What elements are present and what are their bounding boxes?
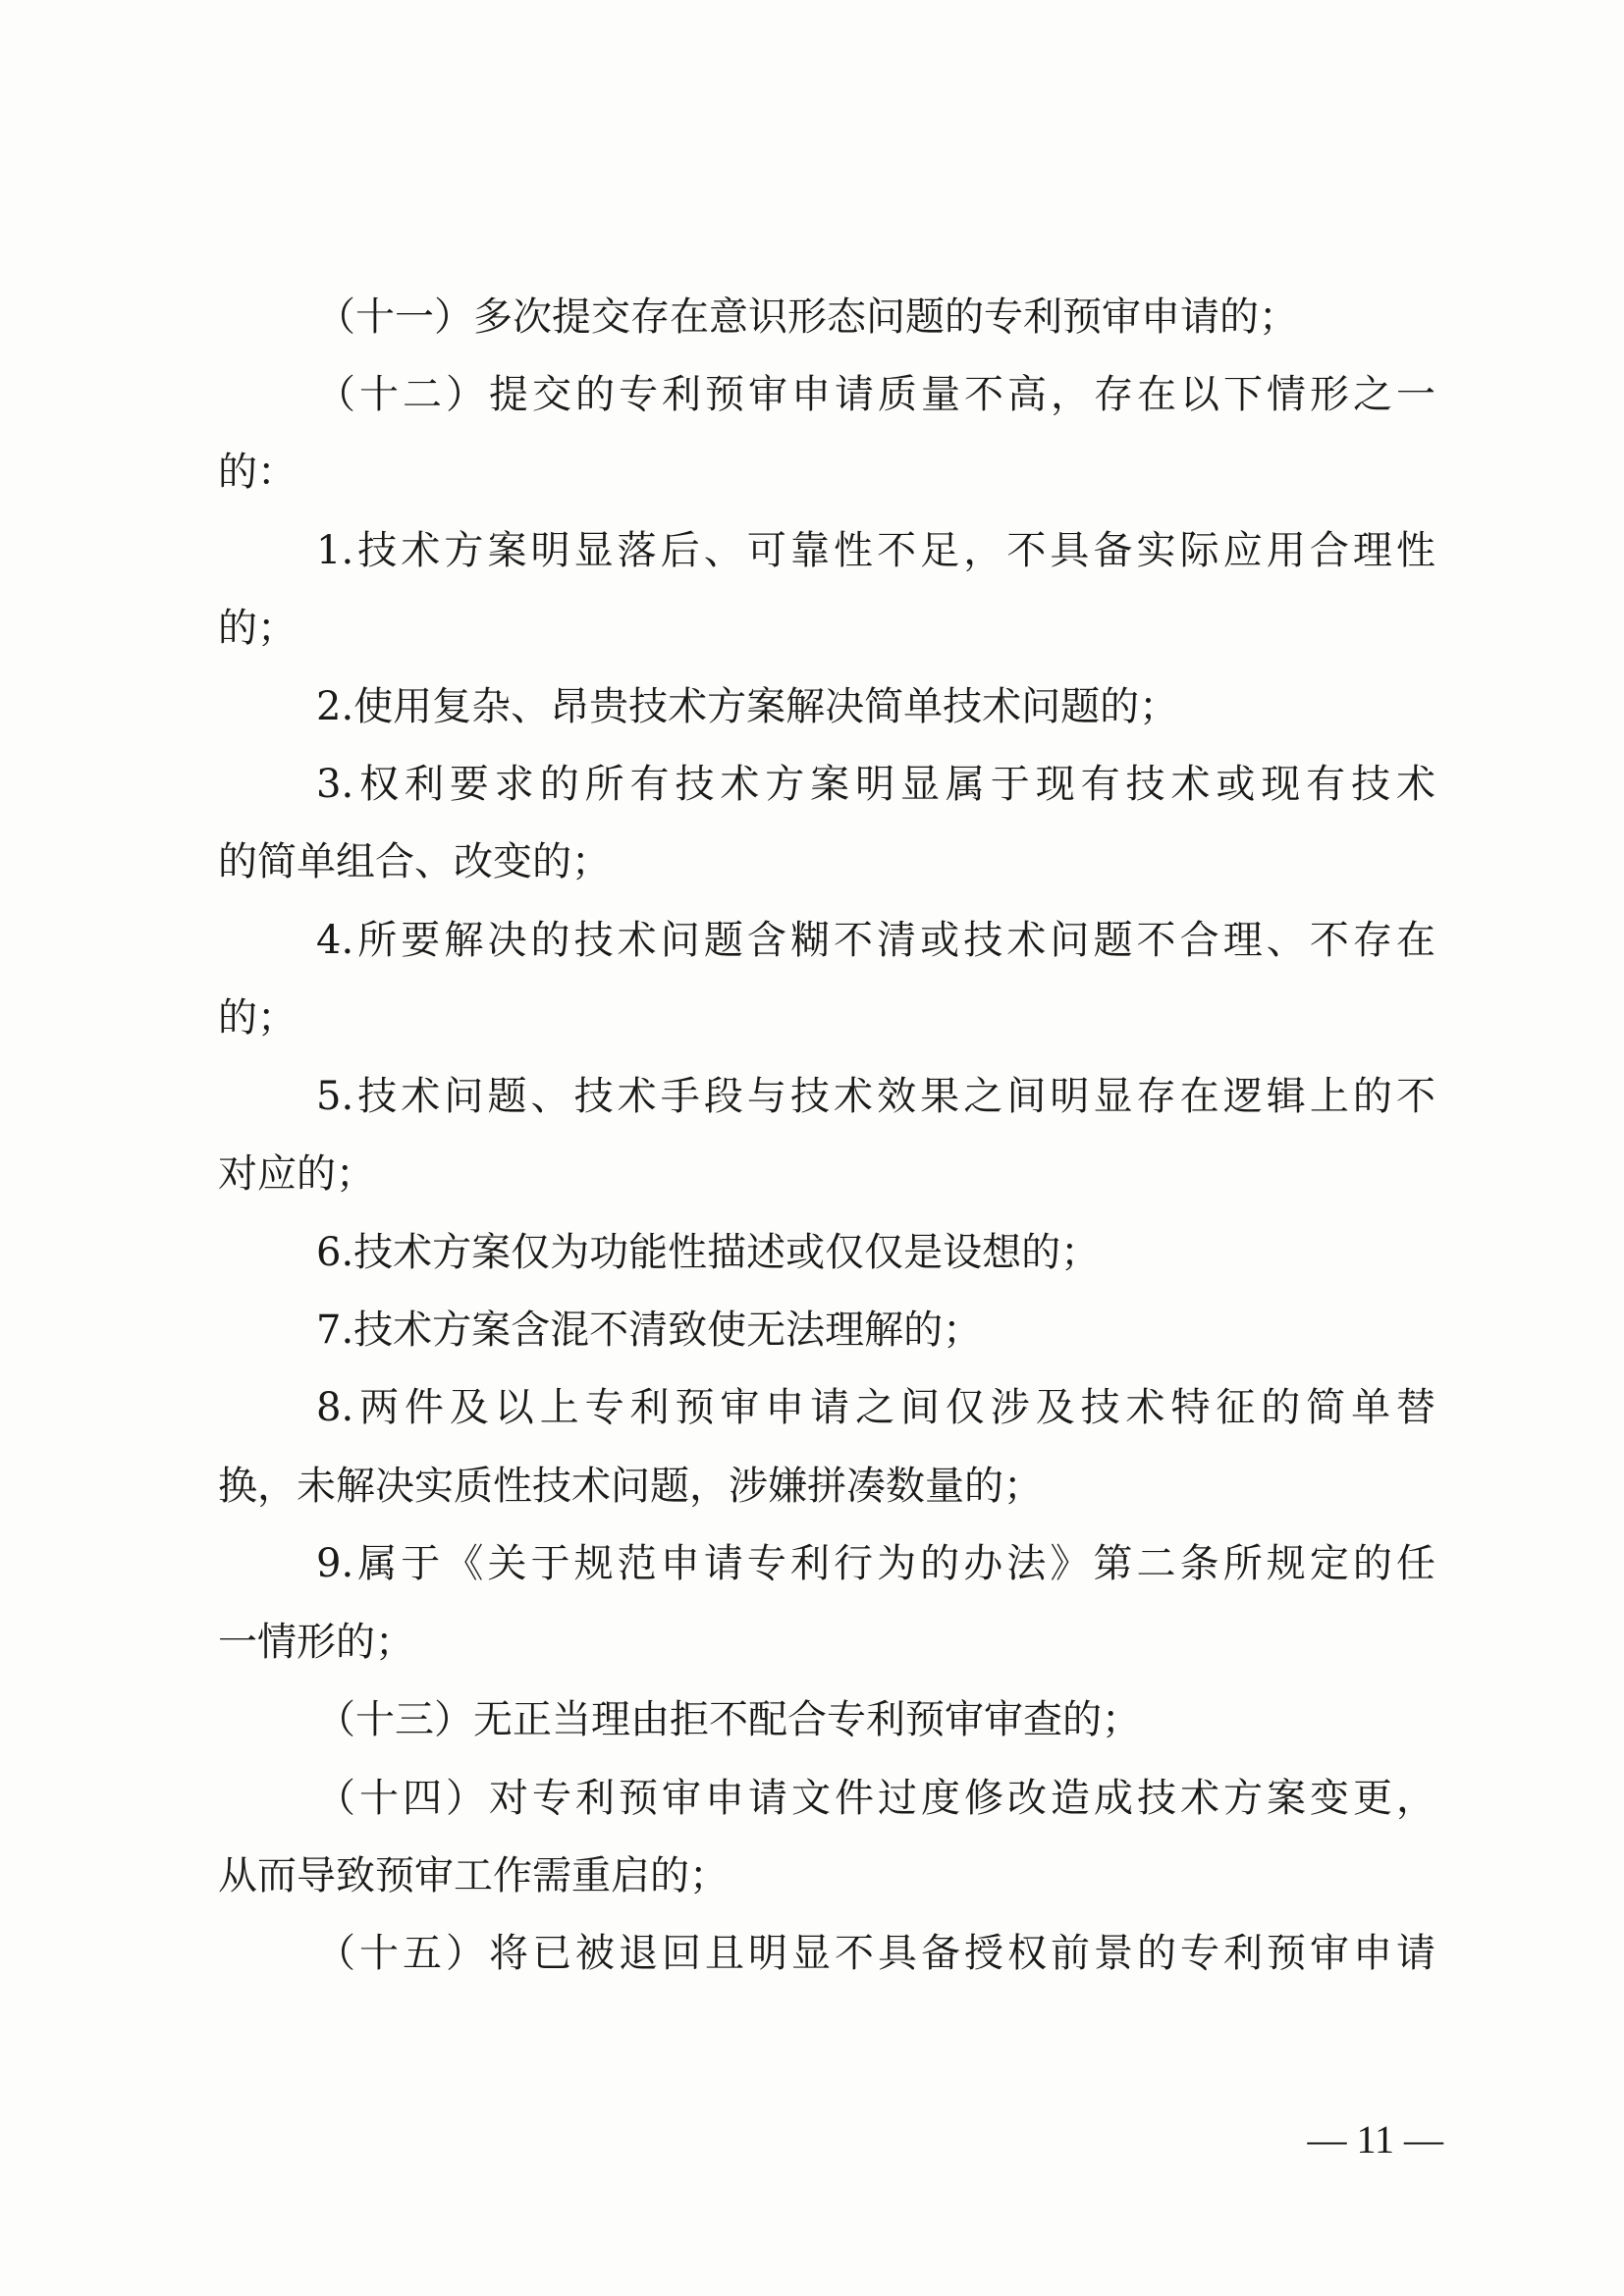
- clause-15-line-1: （十五）将已被退回且明显不具备授权前景的专利预审申请: [316, 1931, 1435, 1976]
- page-number: — 11 —: [1307, 2117, 1443, 2162]
- item-2-line: 2.使用复杂、昂贵技术方案解决简单技术问题的；: [316, 684, 1179, 729]
- item-8-line-1: 8.两件及以上专利预审申请之间仅涉及技术特征的简单替: [316, 1385, 1435, 1430]
- clause-12-line-1: （十二）提交的专利预审申请质量不高，存在以下情形之一: [316, 372, 1435, 417]
- clause-12-line-2: 的：: [218, 450, 297, 495]
- item-5-line-1: 5.技术问题、技术手段与技术效果之间明显存在逻辑上的不: [316, 1074, 1435, 1119]
- item-8-line-2: 换，未解决实质性技术问题，涉嫌拼凑数量的；: [218, 1464, 1043, 1509]
- item-3-line-1: 3.权利要求的所有技术方案明显属于现有技术或现有技术: [316, 762, 1435, 807]
- item-1-line-1: 1.技术方案明显落后、可靠性不足，不具备实际应用合理性: [316, 528, 1435, 573]
- item-4-line-1: 4.所要解决的技术问题含糊不清或技术问题不合理、不存在: [316, 918, 1435, 963]
- item-6-line: 6.技术方案仅为功能性描述或仅仅是设想的；: [316, 1230, 1101, 1275]
- clause-14-line-1: （十四）对专利预审申请文件过度修改造成技术方案变更，: [316, 1776, 1435, 1821]
- clause-11-line: （十一）多次提交存在意识形态问题的专利预审申请的；: [316, 294, 1298, 340]
- clause-13-line: （十三）无正当理由拒不配合专利预审审查的；: [316, 1697, 1141, 1742]
- item-5-line-2: 对应的；: [218, 1151, 375, 1197]
- item-9-line-2: 一情形的；: [218, 1620, 414, 1665]
- item-9-line-1: 9.属于《关于规范申请专利行为的办法》第二条所规定的任: [316, 1541, 1435, 1586]
- item-1-line-2: 的；: [218, 606, 297, 651]
- item-4-line-2: 的；: [218, 995, 297, 1041]
- clause-14-line-2: 从而导致预审工作需重启的；: [218, 1853, 729, 1898]
- item-3-line-2: 的简单组合、改变的；: [218, 839, 611, 884]
- item-7-line: 7.技术方案含混不清致使无法理解的；: [316, 1308, 983, 1353]
